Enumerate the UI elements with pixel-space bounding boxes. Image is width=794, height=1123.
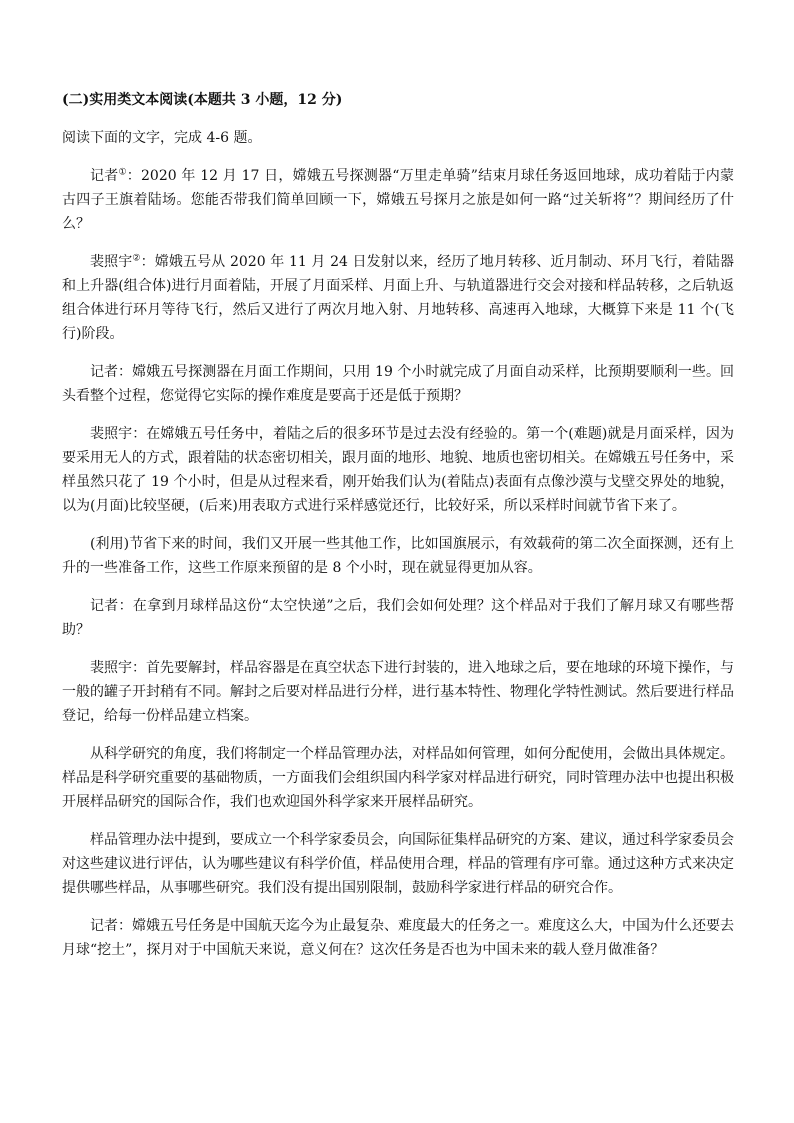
paragraph-pei-answer-2: 裴照宇：在嫦娥五号任务中，着陆之后的很多环节是过去没有经验的。第一个(难题)就是月面采样，因为要采用无人的方式，跟着陆的状态密切相关，跟月面的地形、地貌、地质也密切相关。在嫦娥五号任务中，采样虽然只花了 19 个小时，但是从过程来看，刚开始我们认为(着陆点)表面有点像沙漠与戈壁交界处的地貌，以为(月面)比较坚硬，(后来)用表取方式进行采样感觉还行，比较好采，所以采样时间就节省下来了。 xyxy=(62,426,734,514)
paragraph-pei-answer-3-continued: 从科学研究的角度，我们将制定一个样品管理办法，对样品如何管理，如何分配使用，会做出具体规定。样品是科学研究重要的基础物质，一方面我们会组织国内科学家对样品进行研究，同时管理办法中也提出积极开展样品研究的国际合作，我们也欢迎国外科学家来开展样品研究。 xyxy=(62,746,734,810)
footnote-marker: ① xyxy=(118,167,127,178)
paragraph-reporter-question-3: 记者：在拿到月球样品这份“太空快递”之后，我们会如何处理？这个样品对于我们了解月球又有哪些帮助？ xyxy=(62,598,734,638)
paragraph-reporter-question-1 xyxy=(62,164,734,236)
paragraph-text: ：嫦娥五号从 2020 年 11 月 24 日发射以来，经历了地月转移、近月制动、环月飞行，着陆器和上升器(组合体)进行月面着陆，开展了月面采样、月面上升、与轨道器进行交会对接和样品转移，之后轨返组合体进行环月等待飞行，然后又进行了两次月地入射、月地转移、高速再入地球，大概算下来是 11 个(飞行)阶段。 xyxy=(62,254,734,342)
paragraph-text: ：2020 年 12 月 17 日，嫦娥五号探测器“万里走单骑”结束月球任务返回地球，成功着陆于内蒙古四子王旗着陆场。您能否带我们简单回顾一下，嫦娥五号探月之旅是如何一路“过关斩将”？期间经历了什么？ xyxy=(62,168,735,232)
paragraph-pei-answer-3: 裴照宇：首先要解封，样品容器是在真空状态下进行封装的，进入地球之后，要在地球的环境下操作，与一般的罐子开封稍有不同。解封之后要对样品进行分样，进行基本特性、物理化学特性测试。然后要进行样品登记，给每一份样品建立档案。 xyxy=(62,660,734,724)
paragraph-pei-answer-2-continued: (利用)节省下来的时间，我们又开展一些其他工作，比如国旗展示，有效载荷的第二次全面探测，还有上升的一些准备工作，这些工作原来预留的是 8 个小时，现在就显得更加从容。 xyxy=(62,536,734,576)
paragraph-pei-answer-1 xyxy=(62,250,734,346)
speaker-label xyxy=(90,168,127,184)
speaker-name: 记者 xyxy=(90,168,119,184)
section-heading: (二)实用类文本阅读(本题共 3 小题，12 分) xyxy=(62,92,343,108)
paragraph-pei-answer-3-committee: 样品管理办法中提到，要成立一个科学家委员会，向国际征集样品研究的方案、建议，通过科学家委员会对这些建议进行评估，认为哪些建议有科学价值，样品使用合理，样品的管理有序可靠。通过这种方式来决定提供哪些样品，从事哪些研究。我们没有提出国别限制，鼓励科学家进行样品的研究合作。 xyxy=(62,832,734,896)
reading-instruction: 阅读下面的文字，完成 4-6 题。 xyxy=(62,130,262,146)
paragraph-reporter-question-4: 记者：嫦娥五号任务是中国航天迄今为止最复杂、难度最大的任务之一。难度这么大，中国为什么还要去月球“挖土”，探月对于中国航天来说，意义何在？这次任务是否也为中国未来的载人登月做准备？ xyxy=(62,918,734,958)
document-page xyxy=(62,88,734,976)
speaker-name: 裴照宇 xyxy=(90,254,133,270)
footnote-marker: ② xyxy=(132,253,141,264)
speaker-label xyxy=(90,254,141,270)
paragraph-reporter-question-2: 记者：嫦娥五号探测器在月面工作期间，只用 19 个小时就完成了月面自动采样，比预期要顺利一些。回头看整个过程，您觉得它实际的操作难度是要高于还是低于预期？ xyxy=(62,364,734,404)
